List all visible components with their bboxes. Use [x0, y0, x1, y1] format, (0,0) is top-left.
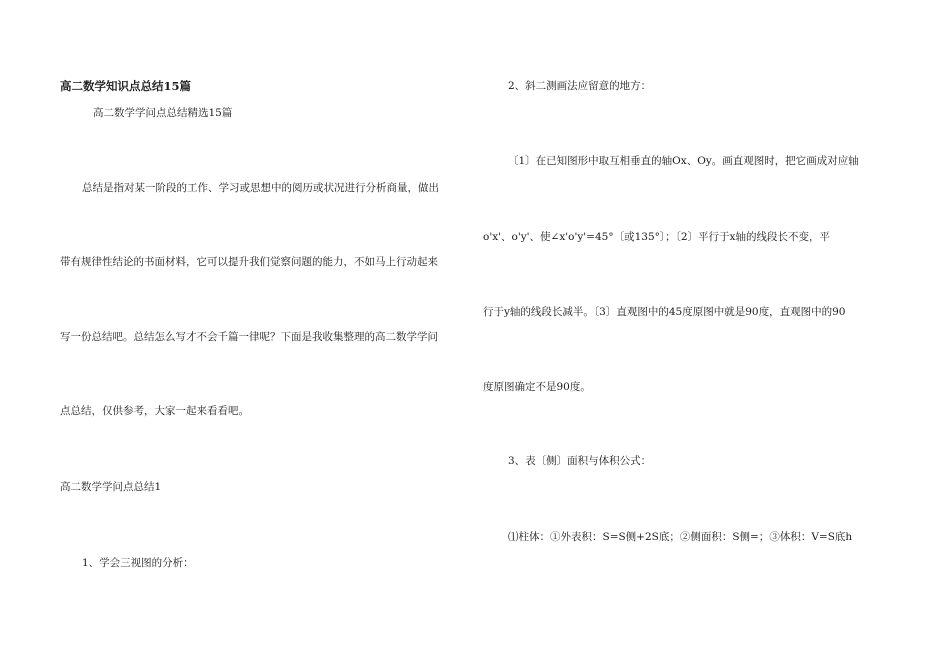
intro-line-3: 写一份总结吧。总结怎么写才不会千篇一律呢？下面是我收集整理的高二数学学问: [60, 331, 438, 343]
para1-line-1: 〔1〕在已知图形中取互相垂直的轴Ox、Oy。画直观图时，把它画成对应轴: [508, 155, 859, 167]
para1-line-4: 度原图确定不是90度。: [483, 381, 591, 393]
item-1: 1、学会三视图的分析：: [82, 557, 194, 569]
intro-line-4: 点总结，仅供参考，大家一起来看看吧。: [60, 405, 249, 417]
para1-line-3: 行于y轴的线段长减半。〔3〕直观图中的45度原图中就是90度，直观图中的90: [483, 306, 846, 318]
document-title: 高二数学知识点总结15篇: [60, 79, 192, 93]
item-2: 2、斜二测画法应留意的地方：: [508, 80, 652, 92]
formula-line: ⑴柱体：①外表积：S=S侧+2S底；②侧面积：S侧=；③体积：V=S底h: [508, 531, 853, 543]
intro-line-2: 带有规律性结论的书面材料，它可以提升我们觉察问题的能力，不如马上行动起来: [60, 256, 438, 268]
section-heading: 高二数学学问点总结1: [60, 481, 162, 493]
intro-line-1: 总结是指对某一阶段的工作、学习或思想中的阅历或状况进行分析商量，做出: [82, 182, 439, 194]
para1-line-2: o'x'、o'y'、使∠x'o'y'=45°〔或135°〕；〔2〕平行于x轴的线段长不变，平: [483, 231, 830, 243]
item-3: 3、表〔侧〕面积与体积公式：: [508, 455, 652, 467]
document-subtitle: 高二数学学问点总结精选15篇: [93, 107, 233, 119]
